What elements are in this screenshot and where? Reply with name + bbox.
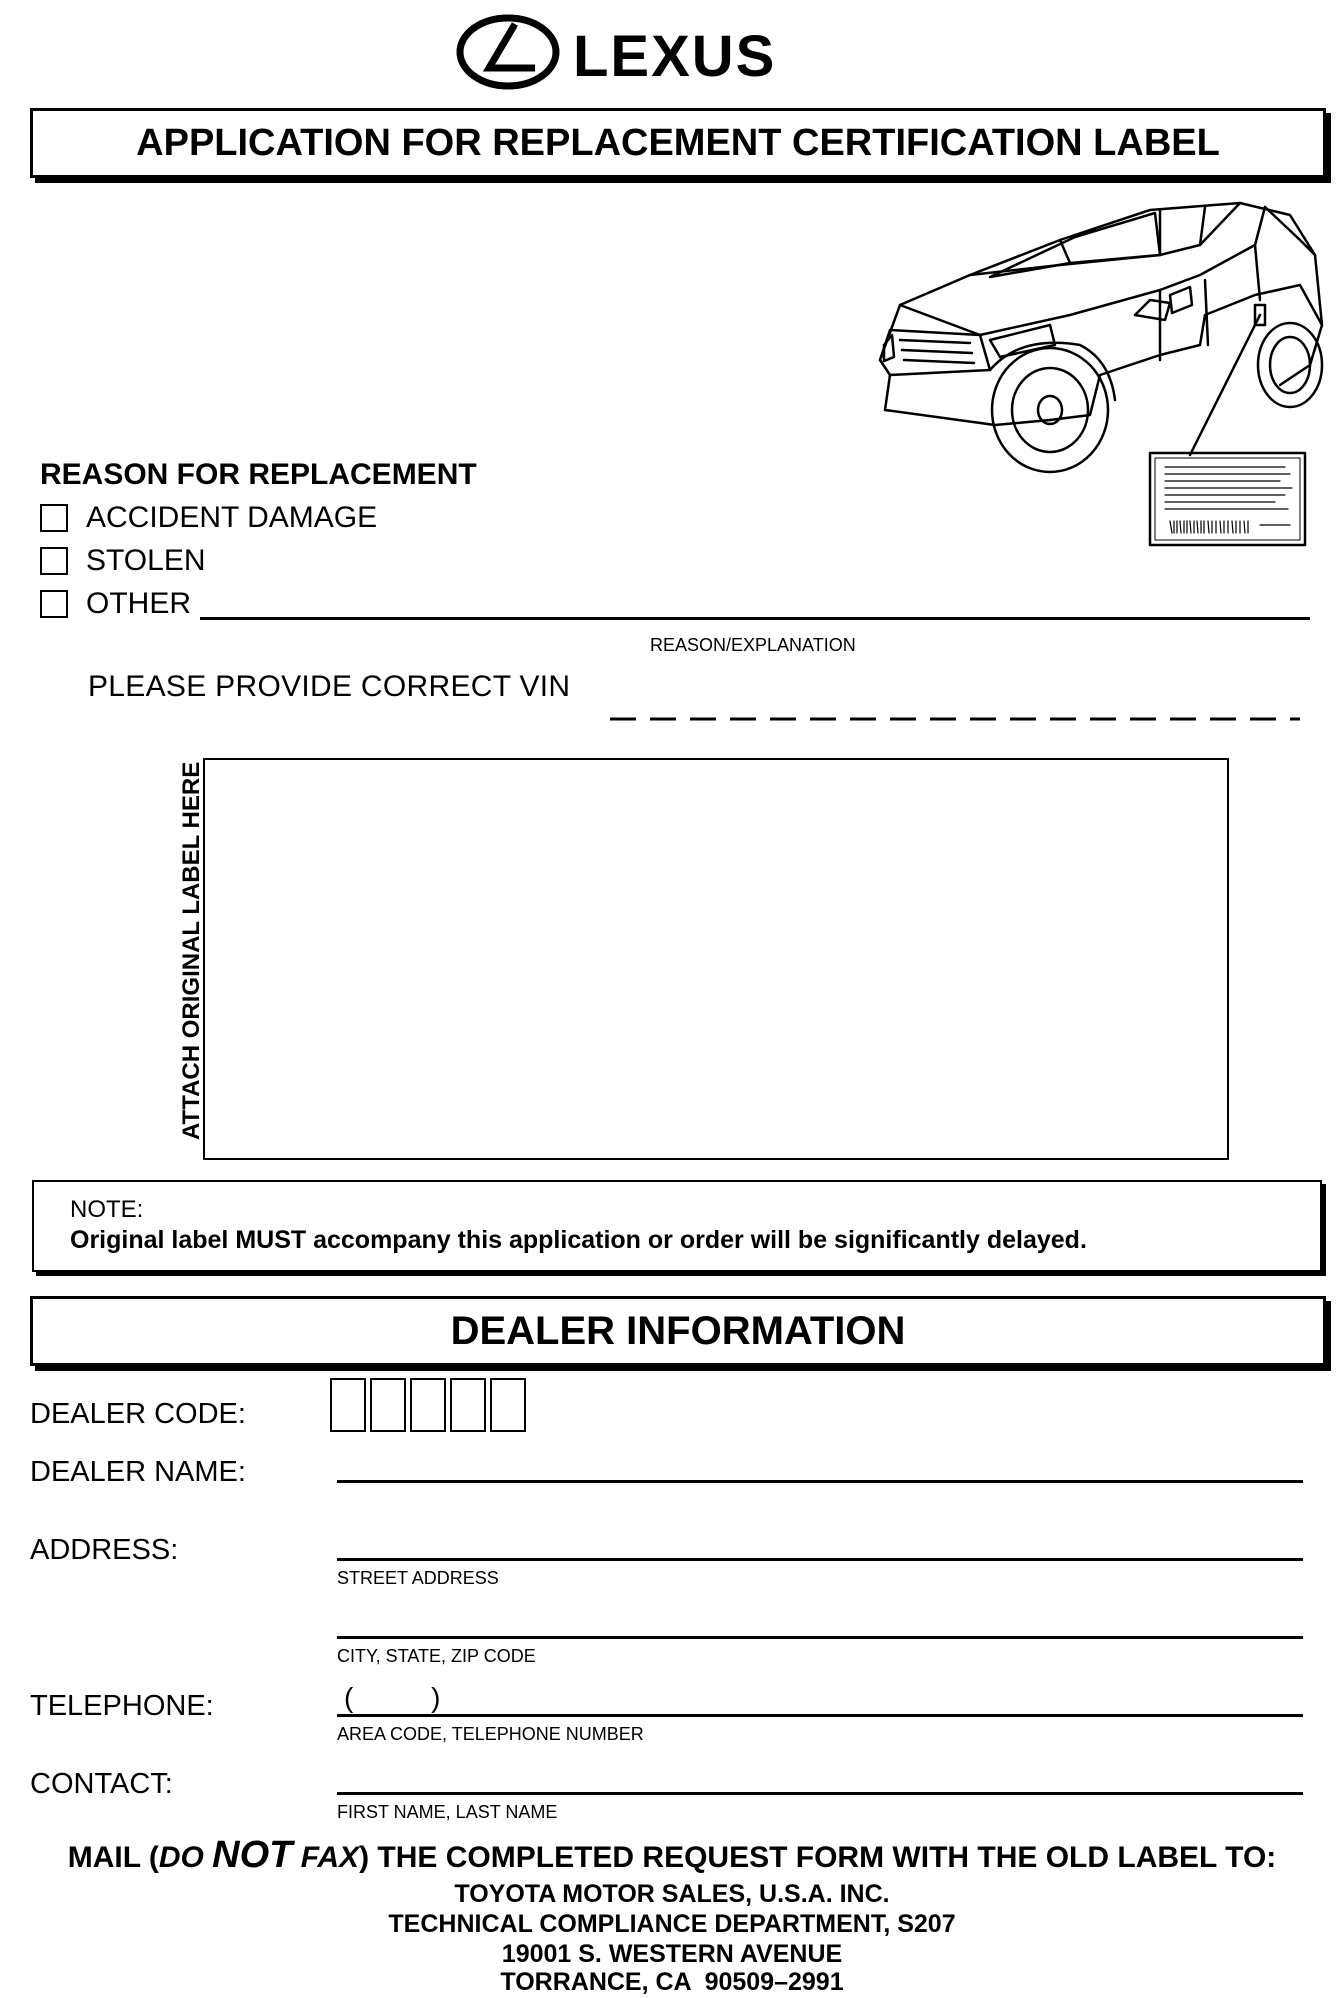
option-accident-damage[interactable] (40, 500, 377, 536)
street-address-caption: STREET ADDRESS (337, 1568, 499, 1588)
contact-field[interactable] (337, 1792, 1303, 1795)
attach-label-area (203, 758, 1229, 1160)
stolen-checkbox[interactable] (40, 547, 68, 575)
contact-label: CONTACT: (30, 1768, 173, 1800)
mail-address-line-1: TOYOTA MOTOR SALES, U.S.A. INC. (454, 1880, 890, 1908)
option-other[interactable] (40, 586, 191, 622)
telephone-area-code-parens: ( ) (344, 1682, 441, 1713)
reason-explanation-field[interactable] (200, 617, 1310, 620)
other-checkbox[interactable] (40, 590, 68, 618)
mail-suffix: ) THE COMPLETED REQUEST FORM WITH THE OLD LABEL TO: (359, 1841, 1277, 1874)
mail-not: NOT (212, 1834, 293, 1876)
mail-do: DO (158, 1841, 213, 1874)
mail-address-line-3: 19001 S. WESTERN AVENUE (501, 1940, 843, 1968)
vin-input[interactable] (610, 708, 1300, 712)
dealer-code-digit[interactable] (450, 1378, 486, 1432)
note-box (32, 1180, 1322, 1272)
dealer-code-digit[interactable] (490, 1378, 526, 1432)
address-label: ADDRESS: (30, 1534, 179, 1566)
accident-damage-label: ACCIDENT DAMAGE (86, 501, 378, 534)
dealer-code-digit[interactable] (410, 1378, 446, 1432)
other-label: OTHER (86, 587, 191, 620)
dealer-code-digit[interactable] (330, 1378, 366, 1432)
mail-instructions (0, 1834, 1344, 1877)
note-title: NOTE: (70, 1196, 144, 1223)
street-address-field[interactable] (337, 1558, 1303, 1561)
reason-heading: REASON FOR REPLACEMENT (40, 458, 477, 491)
vehicle-illustration (860, 185, 1330, 580)
mail-address-line-4: TORRANCE, CA 90509–2991 (500, 1968, 844, 1996)
note-text: Original label MUST accompany this application or order will be significantly delayed. (70, 1226, 1087, 1254)
telephone-label: TELEPHONE: (30, 1690, 214, 1722)
lexus-logo (455, 12, 875, 92)
dealer-name-label: DEALER NAME: (30, 1456, 246, 1488)
option-stolen[interactable] (40, 543, 206, 579)
telephone-field[interactable] (337, 1714, 1303, 1717)
stolen-label: STOLEN (86, 544, 206, 577)
reason-explanation-caption: REASON/EXPLANATION (650, 635, 856, 655)
dealer-code-boxes (330, 1378, 530, 1437)
dealer-name-field[interactable] (337, 1480, 1303, 1483)
dealer-info-heading (30, 1296, 1326, 1366)
dealer-code-digit[interactable] (370, 1378, 406, 1432)
mail-fax: FAX (292, 1841, 360, 1874)
contact-caption: FIRST NAME, LAST NAME (337, 1802, 558, 1822)
attach-label-text: ATTACH ORIGINAL LABEL HERE (178, 761, 205, 1140)
dealer-code-label: DEALER CODE: (30, 1398, 246, 1430)
telephone-caption: AREA CODE, TELEPHONE NUMBER (337, 1724, 644, 1744)
accident-damage-checkbox[interactable] (40, 504, 68, 532)
logo-wordmark: LEXUS (573, 24, 777, 89)
city-state-zip-caption: CITY, STATE, ZIP CODE (337, 1646, 536, 1666)
city-state-zip-field[interactable] (337, 1636, 1303, 1639)
mail-prefix: MAIL ( (67, 1841, 159, 1874)
dealer-info-heading-text: DEALER INFORMATION (450, 1308, 906, 1353)
form-title (30, 108, 1326, 178)
mail-address-line-2: TECHNICAL COMPLIANCE DEPARTMENT, S207 (388, 1910, 956, 1938)
form-title-text: APPLICATION FOR REPLACEMENT CERTIFICATION LABEL (136, 121, 1220, 164)
vin-label: PLEASE PROVIDE CORRECT VIN (88, 670, 571, 703)
